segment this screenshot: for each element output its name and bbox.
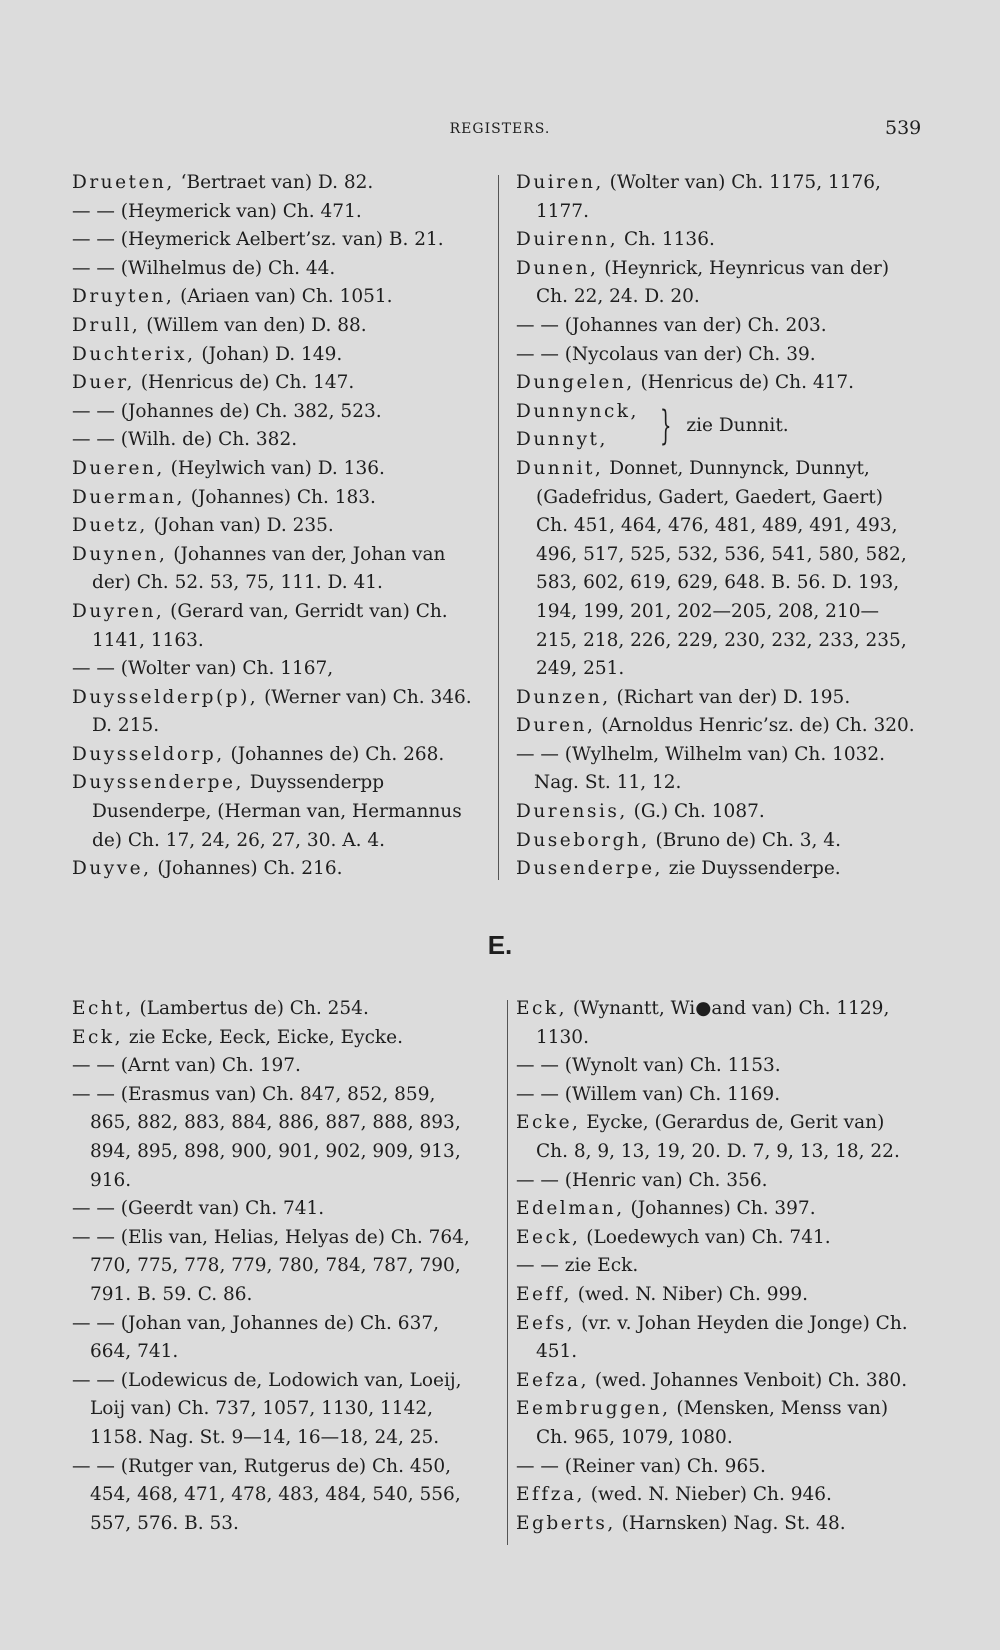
entry-text: (Henricus de) Ch. 147. (134, 372, 355, 394)
index-entry (72, 995, 476, 1024)
column-divider (498, 175, 499, 880)
entry-text: — — (Elis van, Helias, Helyas de) Ch. 764, 770, 775, 778, 779, 780, 784, 787, 790, 791. B. 59. C. 86. (72, 1226, 470, 1305)
entry-text: — — (Henric van) Ch. 356. (516, 1169, 768, 1191)
index-entry (516, 1167, 918, 1196)
index-entry (72, 1024, 476, 1053)
entry-head: Eeck, (516, 1226, 581, 1248)
index-entry (72, 255, 476, 284)
index-entry (72, 1195, 476, 1224)
index-entry (516, 684, 918, 713)
entry-text: — — (Johan van, Johannes de) Ch. 637, 664, 741. (72, 1312, 439, 1363)
entry-text: zie Duyssenderpe. (662, 858, 841, 880)
entry-text: (Loedewych van) Ch. 741. (580, 1226, 831, 1248)
index-entry (516, 995, 918, 1052)
entry-head: Echt, (72, 998, 134, 1019)
entry-text: — — (Nycolaus van der) Ch. 39. (516, 343, 816, 365)
index-entry (72, 855, 476, 884)
index-entry (516, 169, 918, 226)
index-entry (72, 741, 476, 770)
entry-text: Ch. 1136. (618, 229, 715, 251)
entry-text: (Richart van der) D. 195. (610, 686, 851, 708)
index-entry (516, 1281, 918, 1310)
index-entry (516, 712, 918, 741)
entry-text: (Johannes) Ch. 216. (151, 858, 343, 880)
entry-text: (vr. v. Johan Heyden die Jonge) Ch. 451. (536, 1312, 908, 1363)
index-entry (72, 1367, 476, 1453)
index-entry (72, 169, 476, 198)
index-entry (72, 1310, 476, 1367)
entry-text: (Henricus de) Ch. 417. (634, 372, 855, 394)
entry-text: Donnet, Dunnynck, Dunnyt, (Gadefridus, Gadert, Gaedert, Gaert) Ch. 451, 464, 476, 481, 489, 491, 493, 496, 517, 525, 532, 536, 541, 580, 582, 583, 602, 619, 629, 648. B. 56. D. 193, 194, 199, 201, 202—205, 208, 210—215, 218, 226, 229, 230, 232, 233, 235, 249, 251. (536, 457, 907, 680)
entry-text: — — (Wolter van) Ch. 1167, (72, 658, 334, 680)
entry-text: (G.) Ch. 1087. (627, 801, 765, 823)
index-entry (72, 684, 476, 741)
entry-text: (Johan) D. 149. (195, 343, 343, 365)
section-d-right-column (516, 169, 918, 884)
entry-text: — — (Wylhelm, Wilhelm van) Ch. 1032. Nag. St. 11, 12. (516, 743, 886, 794)
entry-text: — — (Willem van) Ch. 1169. (516, 1083, 781, 1105)
entry-head: Duerman, (72, 486, 185, 508)
entry-head: Duchterix, (72, 343, 196, 365)
index-entry (516, 1109, 918, 1166)
index-entry (72, 198, 476, 227)
brace-see-reference: zie Dunnit. (686, 415, 789, 437)
entry-head: Duirenn, (516, 229, 619, 251)
page-number: 539 (885, 117, 922, 139)
entry-text: (Harnsken) Nag. St. 48. (615, 1512, 846, 1534)
entry-head: Eck, (72, 1026, 123, 1048)
entry-head: Eefs, (516, 1312, 576, 1334)
index-entry (516, 827, 918, 856)
index-entry (72, 226, 476, 255)
entry-text: Eycke, (Gerardus de, Gerit van) Ch. 8, 9, 13, 19, 20. D. 7, 9, 13, 18, 22. (536, 1112, 900, 1162)
index-entry (516, 855, 918, 884)
entry-text: — — (Wilhelmus de) Ch. 44. (72, 257, 336, 279)
entry-head: Ecke, (516, 1112, 581, 1134)
index-entry (72, 1453, 476, 1539)
entry-text: — — (Johannes van der) Ch. 203. (516, 314, 827, 336)
entry-head: Edelman, (516, 1198, 625, 1220)
entry-head: Duysseldorp, (72, 743, 225, 765)
index-entry (72, 341, 476, 370)
entry-text: (Gerard van, Gerridt van) Ch. 1141, 1163. (92, 600, 448, 651)
entry-text: (wed. Johannes Venboit) Ch. 380. (588, 1369, 908, 1391)
index-entry (72, 598, 476, 655)
brace-cross-reference (516, 398, 918, 455)
entry-head: Duseborgh, (516, 829, 650, 851)
entry-head: Drull, (72, 314, 141, 336)
entry-text: (Wynantt, Wi●and van) Ch. 1129, 1130. (536, 998, 890, 1048)
section-e-left-column (72, 995, 476, 1538)
entry-head: Eck, (516, 998, 567, 1019)
entry-text: — — (Heymerick Aelbert’sz. van) B. 21. (72, 229, 444, 251)
entry-text: ‘Bertraet van) D. 82. (174, 172, 374, 193)
entry-head: Duysselderp(p), (72, 686, 259, 708)
entry-text: (wed. N. Niber) Ch. 999. (571, 1283, 808, 1305)
entry-text: — — (Erasmus van) Ch. 847, 852, 859, 865, 882, 883, 884, 886, 887, 888, 893, 894, 895, 898, 900, 901, 902, 909, 913, 916. (72, 1083, 461, 1191)
index-entry (516, 1510, 918, 1539)
entry-text: (Johannes) Ch. 183. (184, 486, 376, 508)
entry-text: — — (Rutger van, Rutgerus de) Ch. 450, 454, 468, 471, 478, 483, 484, 540, 556, 557, 576. B. 53. (72, 1455, 461, 1534)
entry-head: Dungelen, (516, 372, 635, 394)
index-entry (516, 455, 918, 684)
section-letter: E. (487, 930, 513, 960)
entry-head: Duren, (516, 715, 596, 737)
index-entry (516, 1224, 918, 1253)
entry-head: Dunnit, (516, 457, 604, 479)
entry-text: (Willem van den) D. 88. (140, 314, 367, 336)
entry-text: (Johannes de) Ch. 268. (224, 743, 445, 765)
index-entry (516, 798, 918, 827)
index-entry (72, 312, 476, 341)
entry-text: (Johannes van der, Johan van der) Ch. 52. 53, 75, 111. D. 41. (92, 543, 446, 594)
entry-head: Durensis, (516, 801, 628, 823)
brace-entry-head: Dunnyt, (516, 429, 608, 451)
entry-head: Dunzen, (516, 686, 611, 708)
index-entry (516, 1453, 918, 1482)
curly-brace: } (659, 403, 672, 450)
entry-text: (Ariaen van) Ch. 1051. (174, 286, 393, 308)
entry-text: — — (Wynolt van) Ch. 1153. (516, 1055, 781, 1077)
index-entry (72, 769, 476, 855)
entry-text: — — (Arnt van) Ch. 197. (72, 1055, 301, 1077)
index-entry (516, 1081, 918, 1110)
index-entry (516, 1310, 918, 1367)
index-entry (516, 741, 918, 798)
running-head: REGISTERS. (449, 121, 551, 137)
index-entry (516, 1395, 918, 1452)
index-entry (72, 1224, 476, 1310)
entry-text: (Arnoldus Henric’sz. de) Ch. 320. (595, 715, 915, 737)
index-entry (72, 512, 476, 541)
entry-head: Duyren, (72, 600, 165, 622)
entry-text: (wed. N. Nieber) Ch. 946. (584, 1484, 832, 1506)
index-entry (72, 484, 476, 513)
entry-head: Duynen, (72, 543, 168, 565)
index-entry (516, 312, 918, 341)
index-entry (516, 226, 918, 255)
entry-text: (Lambertus de) Ch. 254. (133, 998, 369, 1019)
entry-text: (Johan van) D. 235. (147, 515, 334, 537)
index-entry (516, 341, 918, 370)
index-entry (516, 1052, 918, 1081)
entry-head: Eembruggen, (516, 1398, 671, 1420)
entry-head: Eeff, (516, 1283, 572, 1305)
section-d-left-column (72, 169, 476, 884)
entry-text: (Johannes) Ch. 397. (624, 1198, 816, 1220)
entry-head: Druyten, (72, 286, 175, 308)
entry-text: (Bruno de) Ch. 3, 4. (649, 829, 841, 851)
index-entry (516, 1367, 918, 1396)
index-entry (72, 455, 476, 484)
entry-head: Duyssenderpe, (72, 772, 244, 794)
entry-head: Duyve, (72, 858, 152, 880)
column-divider (507, 1000, 508, 1545)
entry-head: Dunen, (516, 257, 599, 279)
entry-text: — — (Heymerick van) Ch. 471. (72, 200, 362, 222)
entry-text: — — (Wilh. de) Ch. 382. (72, 429, 298, 451)
entry-text: — — zie Eck. (516, 1255, 639, 1277)
index-entry (72, 283, 476, 312)
entry-text: (Wolter van) Ch. 1175, 1176, 1177. (536, 172, 881, 222)
entry-head: Duetz, (72, 515, 148, 537)
index-entry (516, 1195, 918, 1224)
entry-text: (Heylwich van) D. 136. (164, 457, 385, 479)
index-entry (72, 655, 476, 684)
index-entry (72, 1052, 476, 1081)
brace-entry-head: Dunnynck, (516, 400, 639, 422)
index-entry (72, 369, 476, 398)
entry-head: Eefza, (516, 1369, 589, 1391)
entry-text: (Mensken, Menss van) Ch. 965, 1079, 1080. (536, 1398, 889, 1448)
entry-head: Duer, (72, 372, 135, 394)
entry-head: Effza, (516, 1484, 585, 1506)
entry-text: (Werner van) Ch. 346. D. 215. (92, 686, 472, 737)
index-entry (516, 255, 918, 312)
section-e-right-column (516, 995, 918, 1538)
entry-text: — — (Lodewicus de, Lodowich van, Loeij, Loij van) Ch. 737, 1057, 1130, 1142, 1158. Nag. St. 9—14, 16—18, 24, 25. (72, 1369, 462, 1448)
index-entry (516, 1481, 918, 1510)
index-entry (72, 398, 476, 427)
entry-text: zie Ecke, Eeck, Eicke, Eycke. (122, 1026, 403, 1048)
index-entry (516, 369, 918, 398)
entry-head: Egberts, (516, 1512, 616, 1534)
index-entry (72, 426, 476, 455)
index-entry (72, 1081, 476, 1195)
entry-head: Dusenderpe, (516, 858, 663, 880)
entry-text: — — (Geerdt van) Ch. 741. (72, 1198, 325, 1220)
entry-text: (Heynrick, Heynricus van der) Ch. 22, 24. D. 20. (536, 257, 890, 308)
index-entry (516, 1252, 918, 1281)
index-entry (72, 541, 476, 598)
entry-head: Duiren, (516, 172, 604, 193)
entry-head: Dueren, (72, 457, 165, 479)
entry-text: — — (Reiner van) Ch. 965. (516, 1455, 766, 1477)
entry-text: Duyssenderpp Dusenderpe, (Herman van, Hermannus de) Ch. 17, 24, 26, 27, 30. A. 4. (92, 772, 462, 851)
entry-head: Drueten, (72, 172, 175, 193)
entry-text: — — (Johannes de) Ch. 382, 523. (72, 400, 382, 422)
